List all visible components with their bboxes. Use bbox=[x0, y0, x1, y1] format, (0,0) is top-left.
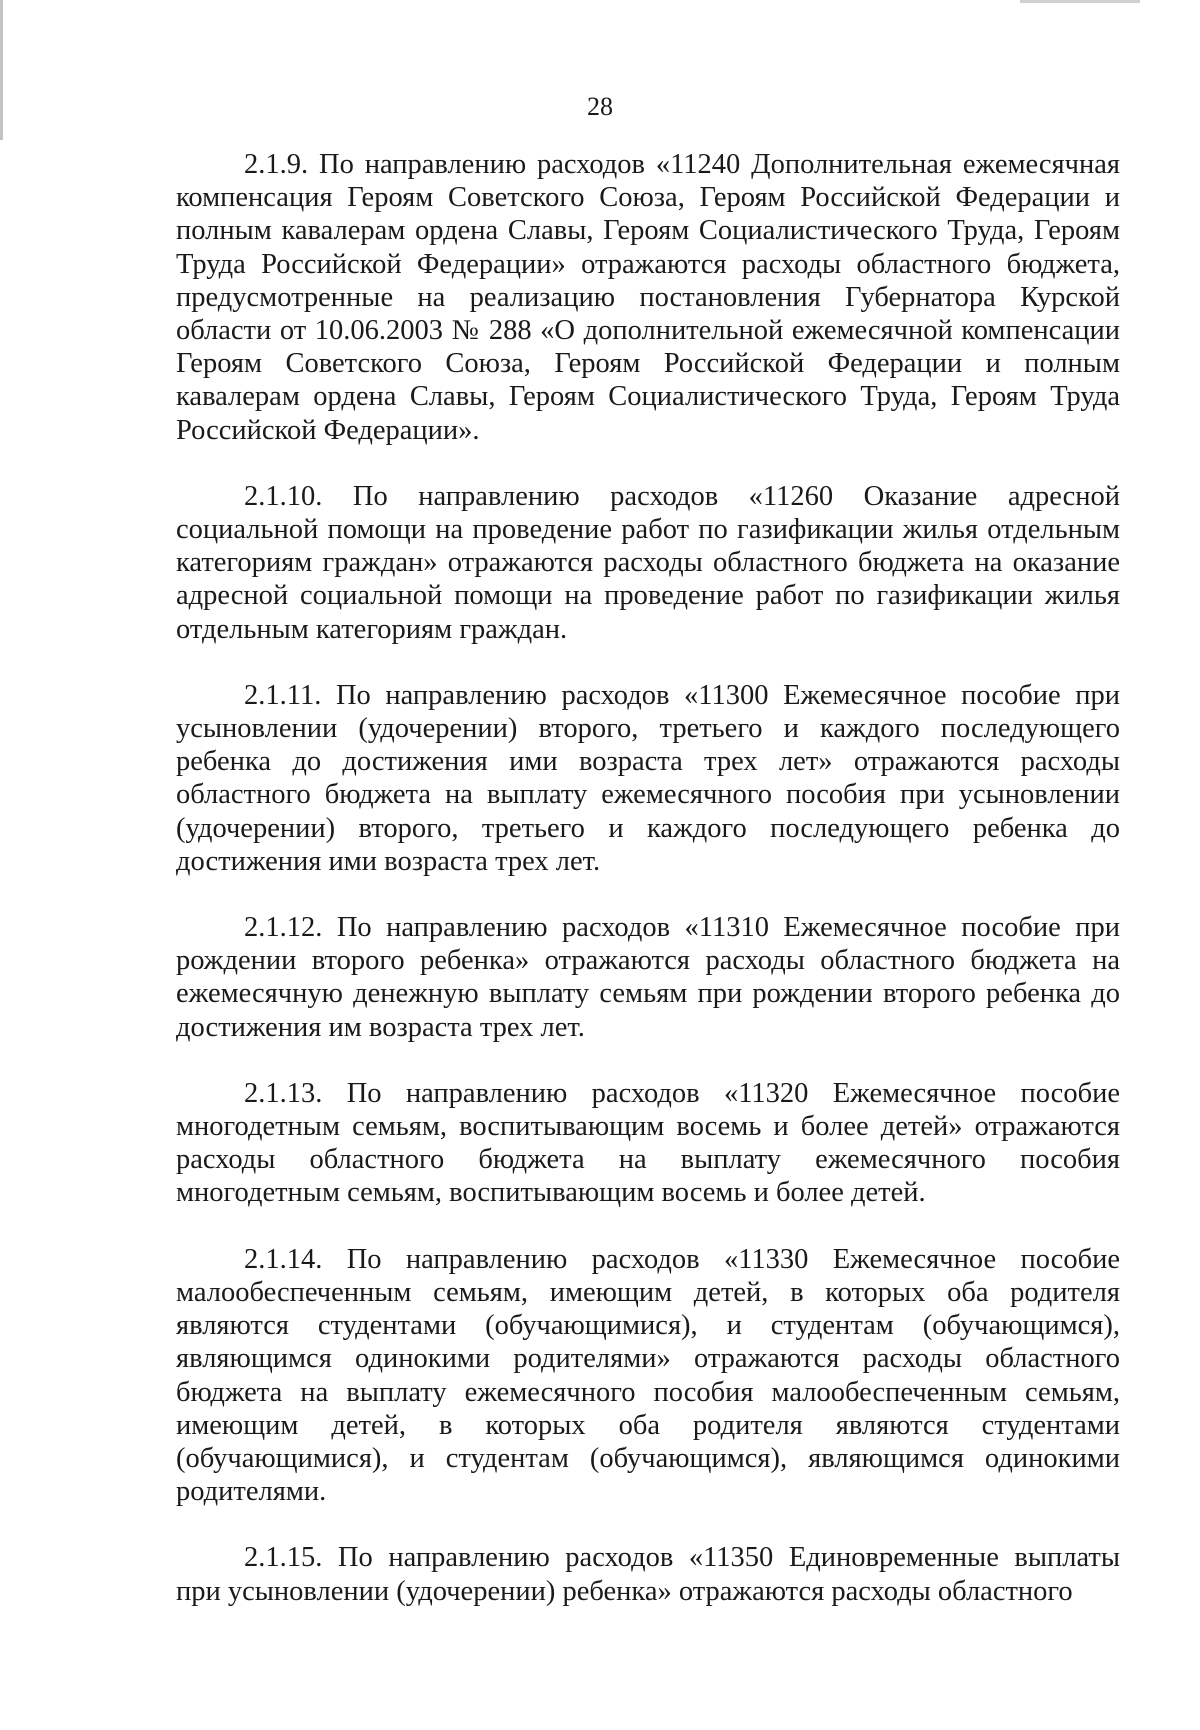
document-body bbox=[176, 148, 1120, 1641]
page-number: 28 bbox=[587, 92, 613, 121]
paragraph-2-1-13: 2.1.13. По направлению расходов «11320 Ежемесячное пособие многодетным семьям, воспитывающим восемь и более детей» отражаются расходы областного бюджета на выплату ежемесячного пособия многодетным семьям, воспитывающим восемь и более детей. bbox=[176, 1077, 1120, 1209]
paragraph-2-1-11: 2.1.11. По направлению расходов «11300 Ежемесячное пособие при усыновлении (удочерении) второго, третьего и каждого последующего ребенка до достижения ими возраста трех лет» отражаются расходы областного бюджета на выплату ежемесячного пособия при усыновлении (удочерении) второго, третьего и каждого последующего ребенка до достижения ими возраста трех лет. bbox=[176, 679, 1120, 877]
paragraph-2-1-12: 2.1.12. По направлению расходов «11310 Ежемесячное пособие при рождении второго ребенка» отражаются расходы областного бюджета на ежемесячную денежную выплату семьям при рождении второго ребенка до достижения им возраста трех лет. bbox=[176, 912, 1120, 1043]
paragraph-2-1-15: 2.1.15. По направлению расходов «11350 Единовременные выплаты при усыновлении (удочерении) ребенка» отражаются расходы областного bbox=[176, 1542, 1120, 1607]
paragraph-2-1-14: 2.1.14. По направлению расходов «11330 Ежемесячное пособие малообеспеченным семьям, имеющим детей, в которых оба родителя являются студентами (обучающимися), и студентам (обучающимся), являющимся одинокими родителями» отражаются расходы областного бюджета на выплату ежемесячного пособия малообеспеченным семьям, имеющим детей, в которых оба родителя являются студентами (обучающимися), и студентам (обучающимся), являющимся одинокими родителями. bbox=[176, 1243, 1120, 1508]
paragraph-2-1-10: 2.1.10. По направлению расходов «11260 Оказание адресной социальной помощи на проведение работ по газификации жилья отдельным категориям граждан» отражаются расходы областного бюджета на оказание адресной социальной помощи на проведение работ по газификации жилья отдельным категориям граждан. bbox=[176, 480, 1120, 645]
scan-top-mark bbox=[1020, 0, 1140, 3]
paragraph-2-1-9: 2.1.9. По направлению расходов «11240 Дополнительная ежемесячная компенсация Героям Советского Союза, Героям Российской Федерации и полным кавалерам ордена Славы, Героям Социалистического Труда, Героям Труда Российской Федерации» отражаются расходы областного бюджета, предусмотренные на реализацию постановления Губернатора Курской области от 10.06.2003 № 288 «О дополнительной ежемесячной компенсации Героям Советского Союза, Героям Российской Федерации и полным кавалерам ордена Славы, Героям Социалистического Труда, Героям Труда Российской Федерации». bbox=[176, 149, 1120, 446]
